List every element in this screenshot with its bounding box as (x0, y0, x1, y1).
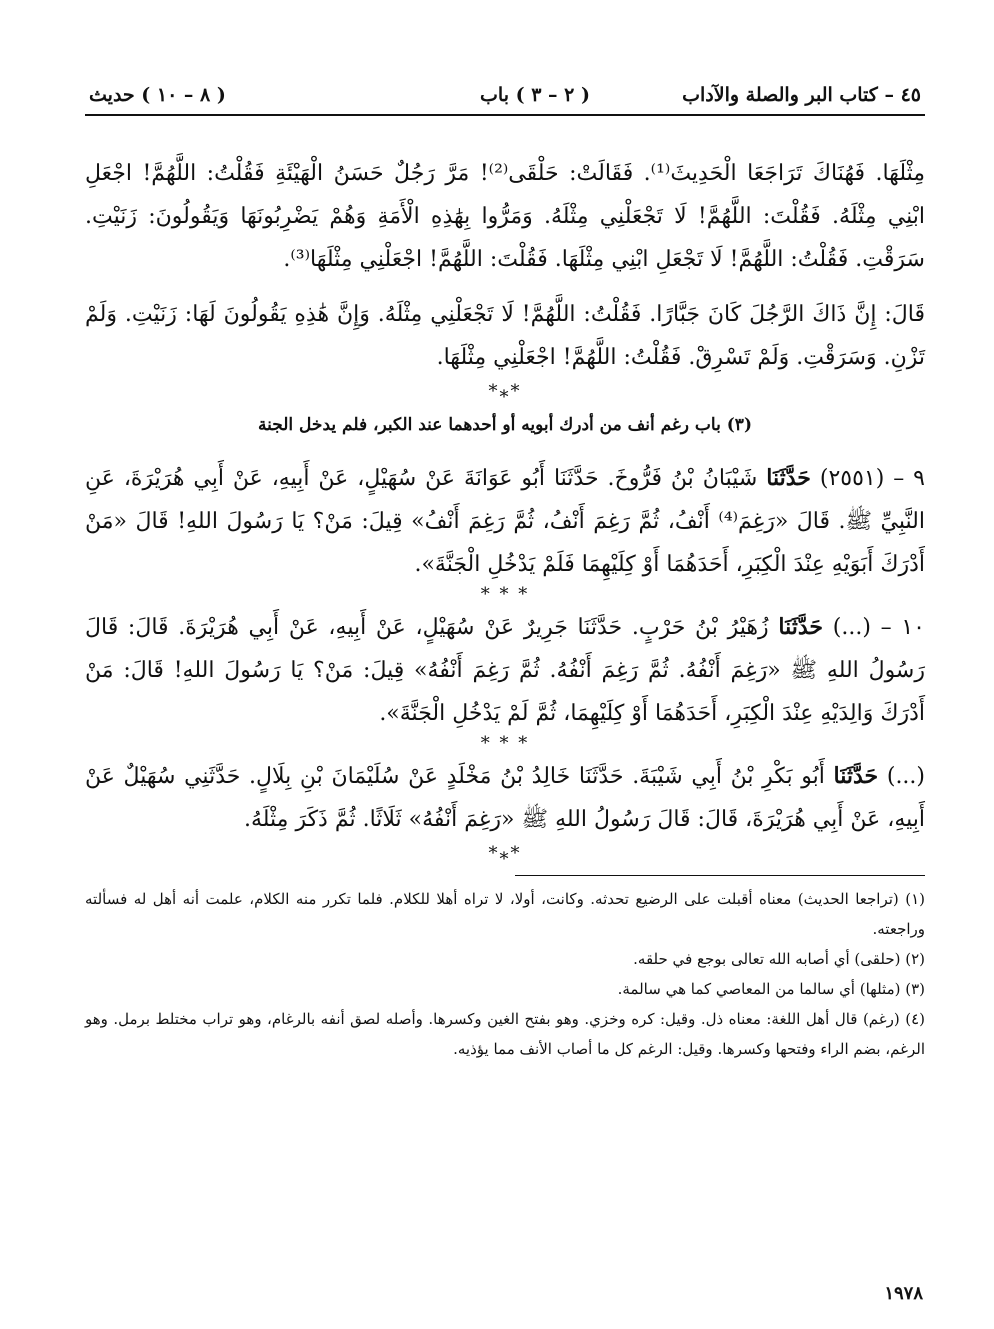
hadith-lead: حَدَّثَنَا (778, 614, 824, 640)
hadith-text: أَبُو بَكْرِ بْنُ أَبِي شَيْبَةَ. حَدَّثَنَا خَالِدُ بْنُ مَخْلَدٍ عَنْ سُلَيْمَانَ بْنِ بِلَالٍ. حَدَّثَنِي سُهَيْلٌ عَنْ أَبِيهِ، عَنْ أَبِي هُرَيْرَةَ، قَالَ: قَالَ رَسُولُ اللهِ ﷺ «رَغِمَ أَنْفُهُ» ثَلَاثًا. ثُمَّ ذَكَرَ مِثْلَهُ. (85, 764, 925, 832)
body-paragraph-1: مِثْلَهَا. فَهُنَاكَ تَرَاجَعَا الْحَدِيثَ⁽¹⁾. فَقَالَتْ: حَلْقَى⁽²⁾! مَرَّ رَجُلٌ حَسَنُ الْهَيْئَةِ فَقُلْتُ: اللَّهُمَّ! اجْعَلِ ابْنِي مِثْلَهُ. فَقُلْتَ: اللَّهُمَّ! لَا تَجْعَلْنِي مِثْلَهُ. وَمَرُّوا بِهَٰذِهِ الْأَمَةِ وَهُمْ يَضْرِبُونَهَا وَيَقُولُونَ: زَنَيْتِ. سَرَقْتِ. فَقُلْتُ: اللَّهُمَّ! لَا تَجْعَلِ ابْنِي مِثْلَهَا. فَقُلْتَ: اللَّهُمَّ! اجْعَلْنِي مِثْلَهَا⁽³⁾. (85, 161, 926, 272)
hadith-separator: * * * (480, 584, 530, 605)
footnote: (٢) (حلقى) أي أصابه الله تعالى بوجع في حلقه. (633, 950, 925, 968)
header-book-title: ٤٥ – كتاب البر والصلة والآداب (682, 84, 921, 106)
hadith-entry (85, 606, 925, 735)
running-header (85, 80, 925, 116)
hadith-number: (...) (886, 764, 926, 789)
footnote: (١) (تراجعا الحديث) معناه أقبلت على الرضيع تحدثه. وكانت، أولا، لا تراه أهلا للكلام. فلما تكرر منه الكلام، علمت أنه أهل له فسألته وراجعته. (85, 890, 925, 938)
section-separator: *⁎* (488, 381, 522, 402)
header-chapter-range: ( ٢ – ٣ ) باب (480, 84, 590, 106)
header-hadith-range: ( ٨ – ١٠ ) حديث (89, 84, 226, 106)
footnote-divider (515, 875, 925, 876)
page-number: ١٩٧٨ (884, 1283, 923, 1304)
hadith-separator: * * * (480, 733, 530, 754)
hadith-text: شَيْبَانُ بْنُ فَرُّوخَ. حَدَّثَنَا أَبُو عَوَانَةَ عَنْ سُهَيْلٍ، عَنْ أَبِيهِ، عَنْ أَبِي هُرَيْرَةَ، عَنِ النَّبِيِّ ﷺ. قَالَ «رَغِمَ⁽⁴⁾ أَنْفُ، ثُمَّ رَغِمَ أَنْفُ، ثُمَّ رَغِمَ أَنْفُ» قِيلَ: مَنْ؟ يَا رَسُولَ اللهِ! قَالَ «مَنْ أَدْرَكَ أَبَوَيْهِ عِنْدَ الْكِبَرِ، أَحَدَهُمَا أَوْ كِلَيْهِمَا فَلَمْ يَدْخُلِ الْجَنَّةَ». (85, 466, 925, 577)
hadith-number: ٩ – (٢٥٥١) (819, 466, 925, 491)
hadith-text: زُهَيْرُ بْنُ حَرْبٍ. حَدَّثَنَا جَرِيرٌ عَنْ سُهَيْلٍ، عَنْ أَبِيهِ، عَنْ أَبِي هُرَيْرَةَ. قَالَ: قَالَ رَسُولُ اللهِ ﷺ «رَغِمَ أَنْفُهُ. ثُمَّ رَغِمَ أَنْفُهُ. ثُمَّ رَغِمَ أَنْفُهُ» قِيلَ: مَنْ؟ يَا رَسُولَ اللهِ! قَالَ: مَنْ أَدْرَكَ وَالِدَيْهِ عِنْدَ الْكِبَرِ، أَحَدَهُمَا أَوْ كِلَيْهِمَا، ثُمَّ لَمْ يَدْخُلِ الْجَنَّةَ». (85, 615, 925, 726)
chapter-title: (٣) باب رغم أنف من أدرك أبويه أو أحدهما عند الكبر، فلم يدخل الجنة (258, 415, 752, 435)
hadith-entry (85, 457, 925, 586)
hadith-number: ١٠ – (...) (832, 615, 925, 640)
hadith-lead: حَدَّثَنَا (766, 465, 811, 491)
section-separator: *⁎* (488, 843, 522, 864)
footnote: (٣) (مثلها) أي سالما من المعاصي كما هي سالمة. (617, 980, 925, 998)
body-paragraph-2: قَالَ: إِنَّ ذَاكَ الرَّجُلَ كَانَ جَبَّارًا. فَقُلْتُ: اللَّهُمَّ! لَا تَجْعَلْنِي مِثْلَهُ. وَإِنَّ هَٰذِهِ يَقُولُونَ لَهَا: زَنَيْتِ. وَلَمْ تَزْنِ. وَسَرَقْتِ. وَلَمْ تَسْرِقْ. فَقُلْتُ: اللَّهُمَّ! اجْعَلْنِي مِثْلَهَا. (85, 302, 925, 370)
hadith-entry (85, 755, 925, 841)
book-page (85, 80, 925, 1310)
hadith-lead: حَدَّثَنَا (833, 763, 879, 789)
footnote: (٤) (رغم) قال أهل اللغة: معناه ذل. وقيل: كره وخزي. وهو بفتح الغين وكسرها. وأصله لصق أنفه بالرغام، وهو تراب مختلط برمل. وهو الرغم، بضم الراء وفتحها وكسرها. وقيل: الرغم كل ما أصاب الأنف مما يؤذيه. (85, 1010, 925, 1058)
footnotes (85, 884, 925, 1064)
